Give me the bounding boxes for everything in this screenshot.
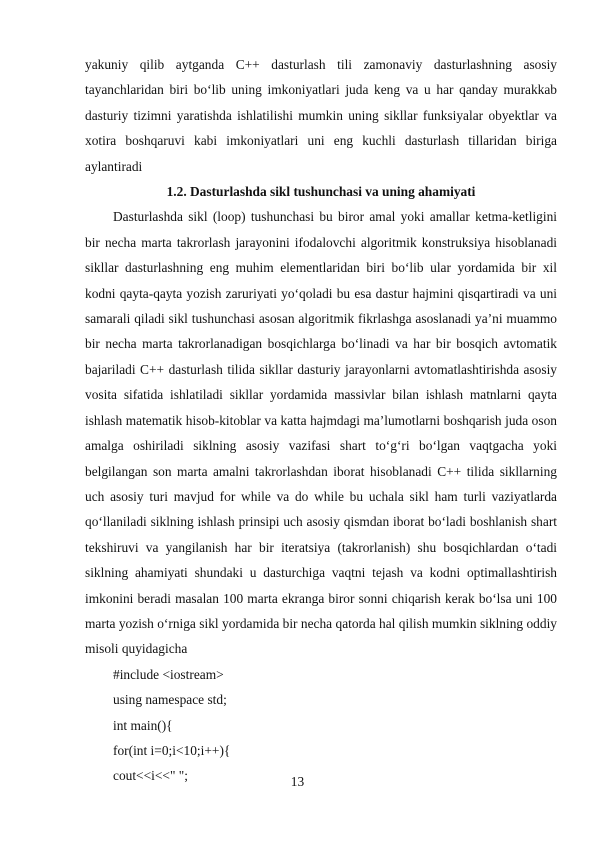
code-line: cout<<i<<" "; bbox=[113, 768, 188, 784]
section-heading: 1.2. Dasturlashda sikl tushunchasi va uning ahamiyati bbox=[166, 184, 476, 200]
code-line: for(int i=0;i<10;i++){ bbox=[113, 742, 231, 758]
paragraph-continuation: yakuniy qilib aytganda C++ dasturlash tili zamonaviy dasturlashning asosiy tayanchlaridan biri bo‘lib uning imkoniyatlari juda keng va u har qanday murakkab dasturiy tizimni yaratishda ishlatilishi mumkin uning sikllar funksiyalar obyektlar va xotira boshqaruvi kabi imkoniyatlari uni eng kuchli dasturlash tillaridan biriga aylantiradi bbox=[85, 57, 557, 174]
paragraph-sikl-tushunchasi: Dasturlashda sikl (loop) tushunchasi bu biror amal yoki amallar ketma-ketligini bir necha marta takrorlash jarayonini ifodalovchi algoritmik konstruksiya hisoblanadi sikllar dasturlashning eng muhim elementlaridan biri bo‘lib ular yordamida bir xil kodni qayta-qayta yozish zaruriyati yo‘qoladi bu esa dastur hajmini qisqartiradi va uni samarali qiladi sikl tushunchasi asosan algoritmik fikrlashga asoslanadi ya’ni muammo bir necha marta takrorlanadigan bosqichlarga bo‘linadi va har bir bosqich avtomatik bajariladi C++ dasturlash tilida sikllar dasturiy jarayonlarni avtomatlashtirishda asosiy vosita sifatida ishlatiladi sikllar yordamida massivlar bilan ishlash matnlarni qayta ishlash matematik hisob-kitoblar va katta hajmdagi ma’lumotlarni boshqarish juda oson amalga oshiriladi siklning asosiy vazifasi shart to‘g‘ri bo‘lgan vaqtgacha yoki belgilangan son marta amalni takrorlashdan iborat hisoblanadi C++ tilida sikllarning uch asosiy turi mavjud for while va do while bu uchala sikl ham turli vaziyatlarda qo‘llaniladi siklning ishlash prinsipi uch asosiy qismdan iborat bo‘ladi boshlanish shart tekshiruvi va yangilanish har bir iteratsiya (takrorlanish) shu bosqichlardan o‘tadi siklning ahamiyati shundaki u dasturchiga vaqtni tejash va kodni optimallashtirish imkonini beradi masalan 100 marta ekranga biror sonni chiqarish kerak bo‘lsa uni 100 marta yozish o‘rniga sikl yordamida bir necha qatorda hal qilish mumkin siklning oddiy misoli quyidagicha bbox=[85, 209, 557, 657]
code-line: using namespace std; bbox=[113, 692, 227, 708]
code-line: #include <iostream> bbox=[113, 666, 224, 682]
page-number: 13 bbox=[290, 774, 305, 789]
code-example bbox=[85, 662, 557, 789]
document-page bbox=[85, 52, 557, 789]
code-line: int main(){ bbox=[113, 717, 173, 733]
